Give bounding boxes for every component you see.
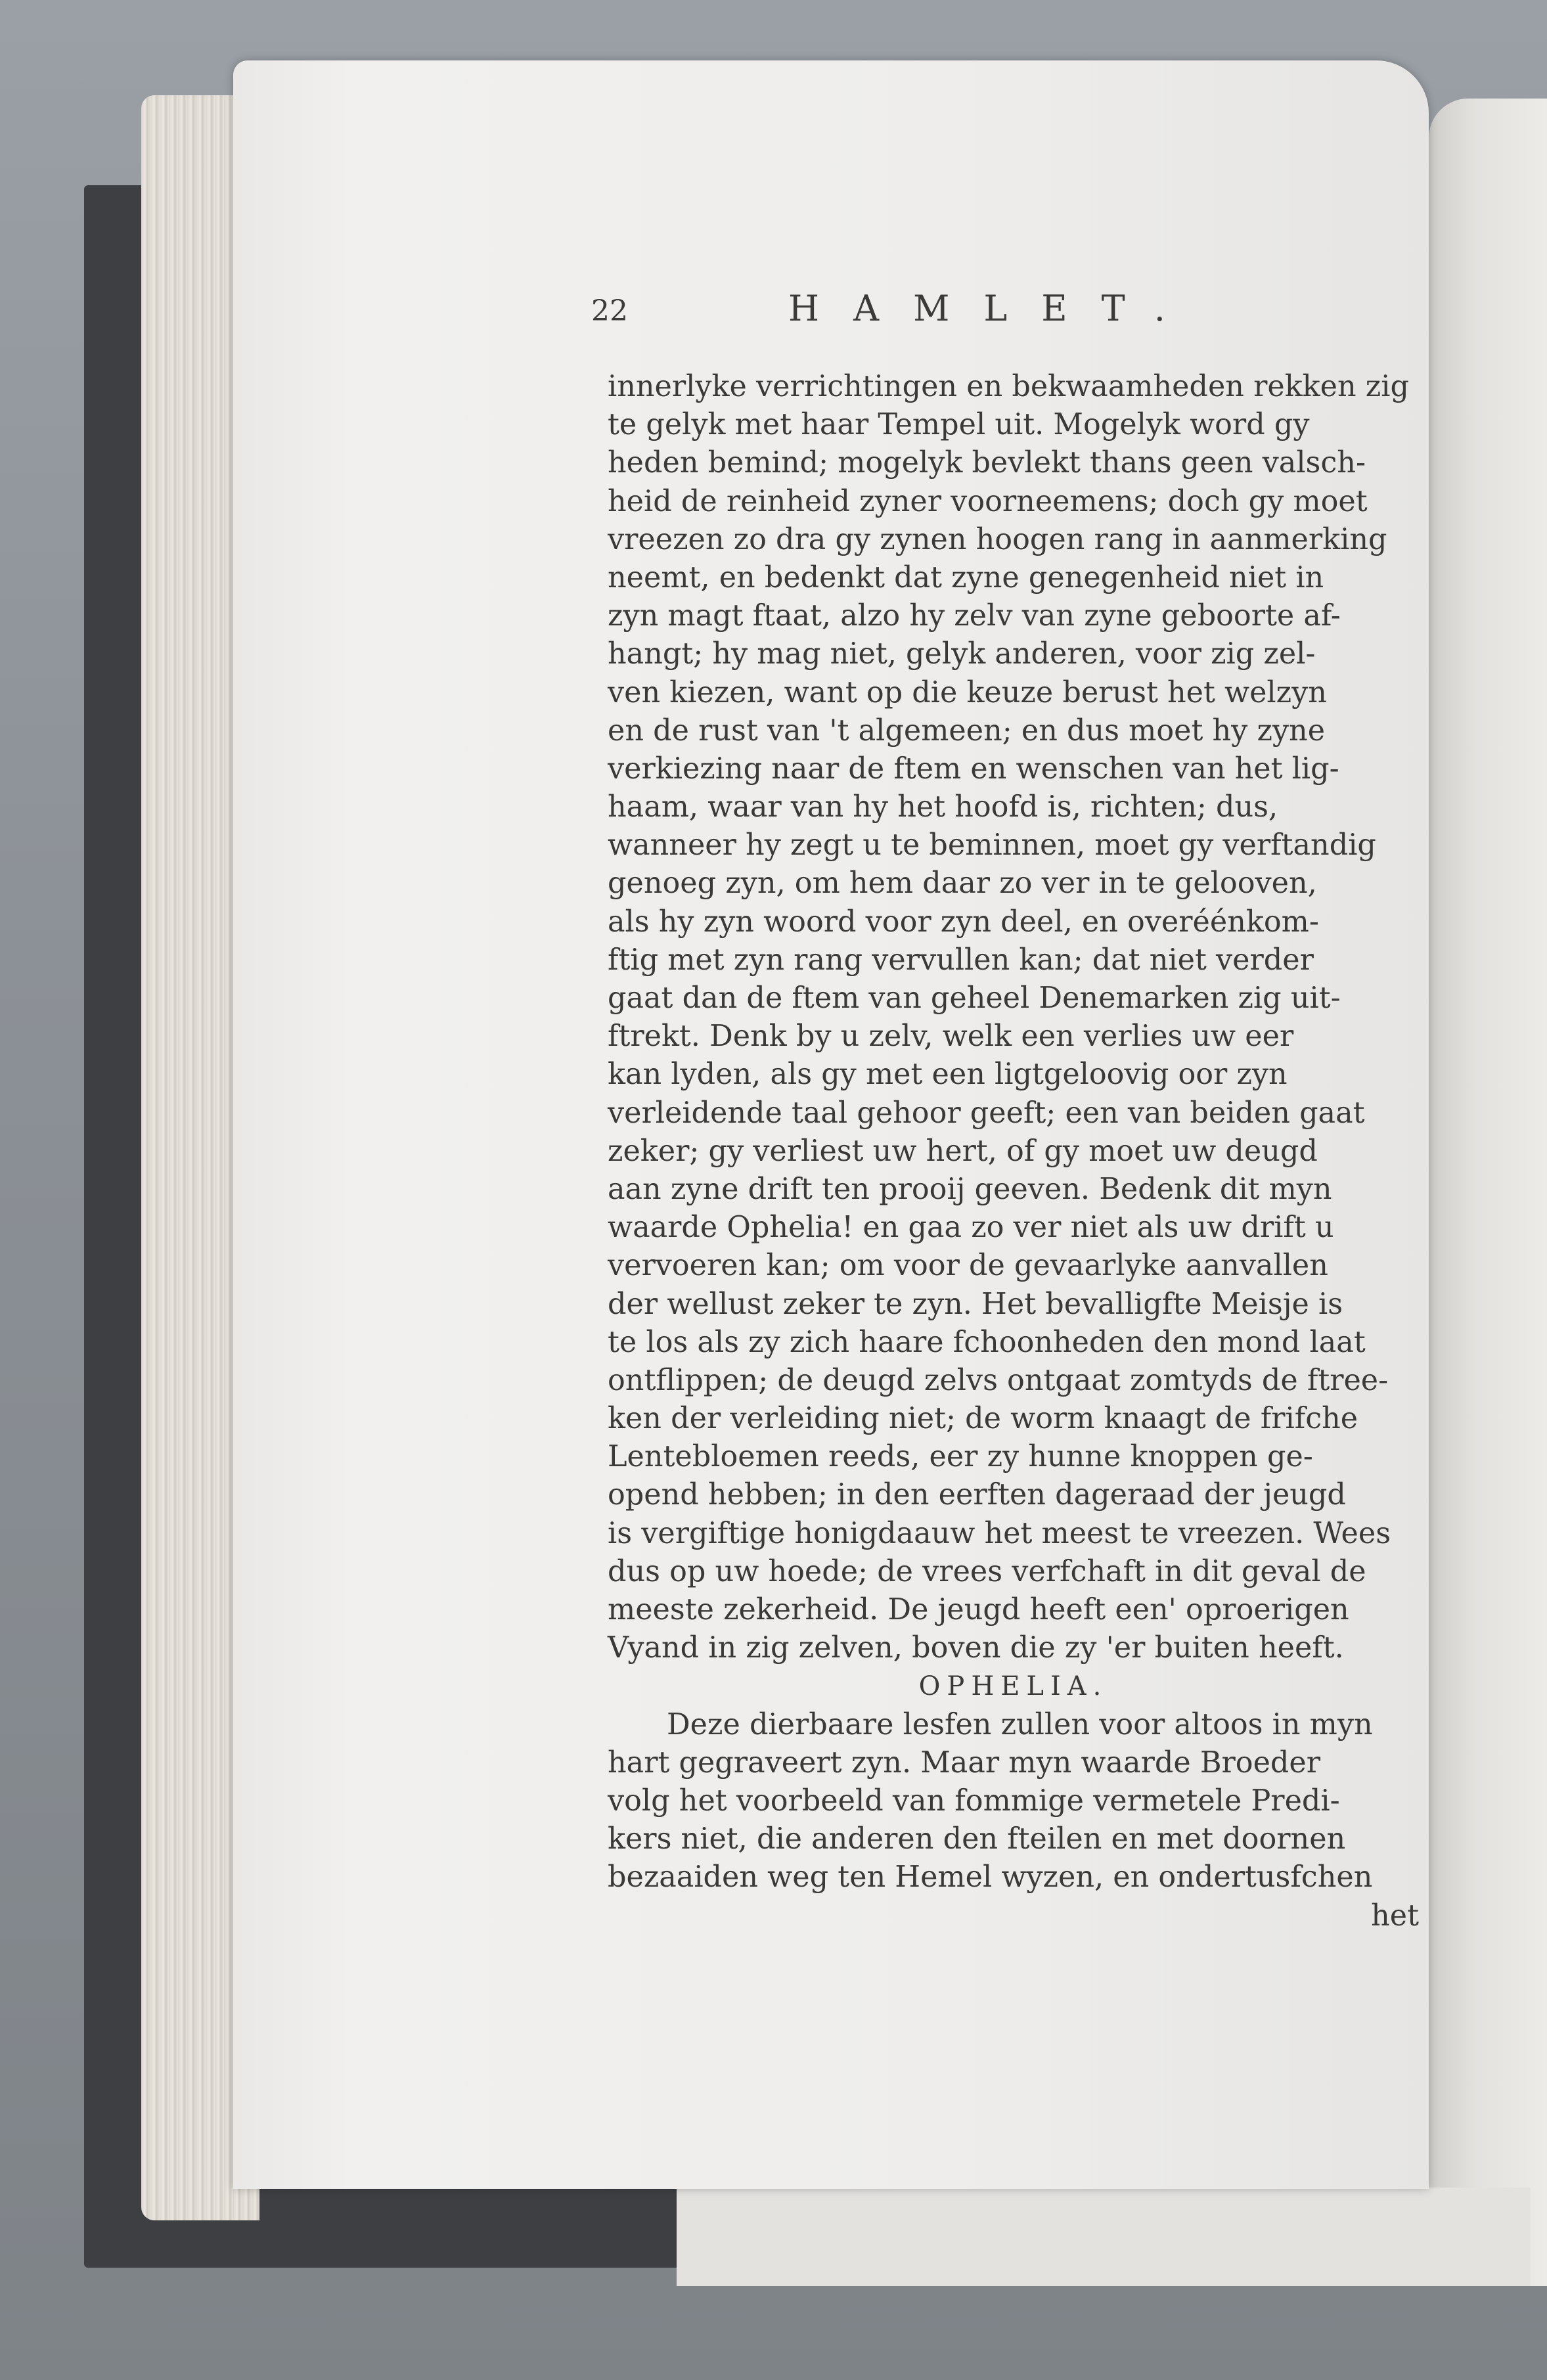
page-body: [608, 368, 1419, 1935]
text-line: kan lyden, als gy met een ligtgeloovig oor zyn: [608, 1058, 1288, 1092]
text-line: als hy zyn woord voor zyn deel, en overéénkom-: [608, 905, 1319, 939]
text-line: meeste zekerheid. De jeugd heeft een' oproerigen: [608, 1593, 1349, 1627]
text-line: ftig met zyn rang vervullen kan; dat niet verder: [608, 943, 1314, 977]
text-line: ontflippen; de deugd zelvs ontgaat zomtyds de ftree-: [608, 1363, 1389, 1397]
text-line: te gelyk met haar Tempel uit. Mogelyk word gy: [608, 408, 1310, 442]
text-line: vreezen zo dra gy zynen hoogen rang in aanmerking: [608, 522, 1387, 556]
text-line: verleidende taal gehoor geeft; een van beiden gaat: [608, 1096, 1365, 1130]
page-bottom-strip: [677, 2188, 1531, 2286]
text-line: heid de reinheid zyner voorneemens; doch gy moet: [608, 484, 1368, 518]
speaker-name: OPHELIA.: [918, 1671, 1108, 1702]
facing-page: [1429, 99, 1547, 2286]
text-line: heden bemind; mogelyk bevlekt thans geen valsch-: [608, 446, 1366, 480]
page-header: [591, 288, 1412, 334]
text-line: waarde Ophelia! en gaa zo ver niet als uw drift u: [608, 1211, 1334, 1245]
running-title: HAMLET.: [788, 288, 1199, 329]
text-line: opend hebben; in den eerften dageraad der jeugd: [608, 1478, 1346, 1512]
text-line: gaat dan de ftem van geheel Denemarken zig uit-: [608, 981, 1341, 1015]
text-line: genoeg zyn, om hem daar zo ver in te gelooven,: [608, 866, 1317, 901]
text-line: Lentebloemen reeds, eer zy hunne knoppen ge-: [608, 1440, 1313, 1474]
text-line: ven kiezen, want op die keuze berust het welzyn: [608, 675, 1327, 709]
text-line: Vyand in zig zelven, boven die zy 'er buiten heeft.: [608, 1631, 1344, 1665]
text-line: te los als zy zich haare fchoonheden den mond laat: [608, 1325, 1366, 1359]
text-line: wanneer hy zegt u te beminnen, moet gy verftandig: [608, 828, 1376, 863]
reply-line: hart gegraveert zyn. Maar myn waarde Broeder: [608, 1745, 1321, 1780]
text-line: verkiezing naar de ftem en wenschen van het lig-: [608, 752, 1339, 786]
page-number: 22: [591, 294, 628, 328]
text-line: der wellust zeker te zyn. Het bevalligfte Meisje is: [608, 1287, 1343, 1321]
text-line: neemt, en bedenkt dat zyne genegenheid niet in: [608, 560, 1324, 595]
text-line: zyn magt ftaat, alzo hy zelv van zyne geboorte af-: [608, 599, 1341, 633]
text-line: zeker; gy verliest uw hert, of gy moet uw deugd: [608, 1134, 1318, 1168]
text-line: vervoeren kan; om voor de gevaarlyke aanvallen: [608, 1249, 1328, 1283]
reply-line: Deze dierbaare lesfen zullen voor altoos in myn: [667, 1707, 1373, 1741]
reply-line: kers niet, die anderen den fteilen en met doornen: [608, 1822, 1346, 1856]
text-line: dus op uw hoede; de vrees verfchaft in dit geval de: [608, 1554, 1366, 1588]
text-line: aan zyne drift ten prooij geeven. Bedenk dit myn: [608, 1172, 1332, 1206]
text-line: innerlyke verrichtingen en bekwaamheden rekken zig: [608, 370, 1409, 403]
text-line: en de rust van 't algemeen; en dus moet hy zyne: [608, 713, 1326, 748]
reply-line: bezaaiden weg ten Hemel wyzen, en ondertusfchen: [608, 1860, 1373, 1895]
text-line: ftrekt. Denk by u zelv, welk een verlies uw eer: [608, 1020, 1294, 1054]
catchword: het: [1371, 1898, 1419, 1933]
text-line: hangt; hy mag niet, gelyk anderen, voor zig zel-: [608, 637, 1316, 671]
text-line: haam, waar van hy het hoofd is, richten; dus,: [608, 790, 1278, 824]
reply-line: volg het voorbeeld van fommige vermetele Predi-: [608, 1784, 1340, 1818]
text-line: is vergiftige honigdaauw het meest te vreezen. Wees: [608, 1516, 1391, 1550]
text-line: ken der verleiding niet; de worm knaagt de frifche: [608, 1402, 1358, 1436]
